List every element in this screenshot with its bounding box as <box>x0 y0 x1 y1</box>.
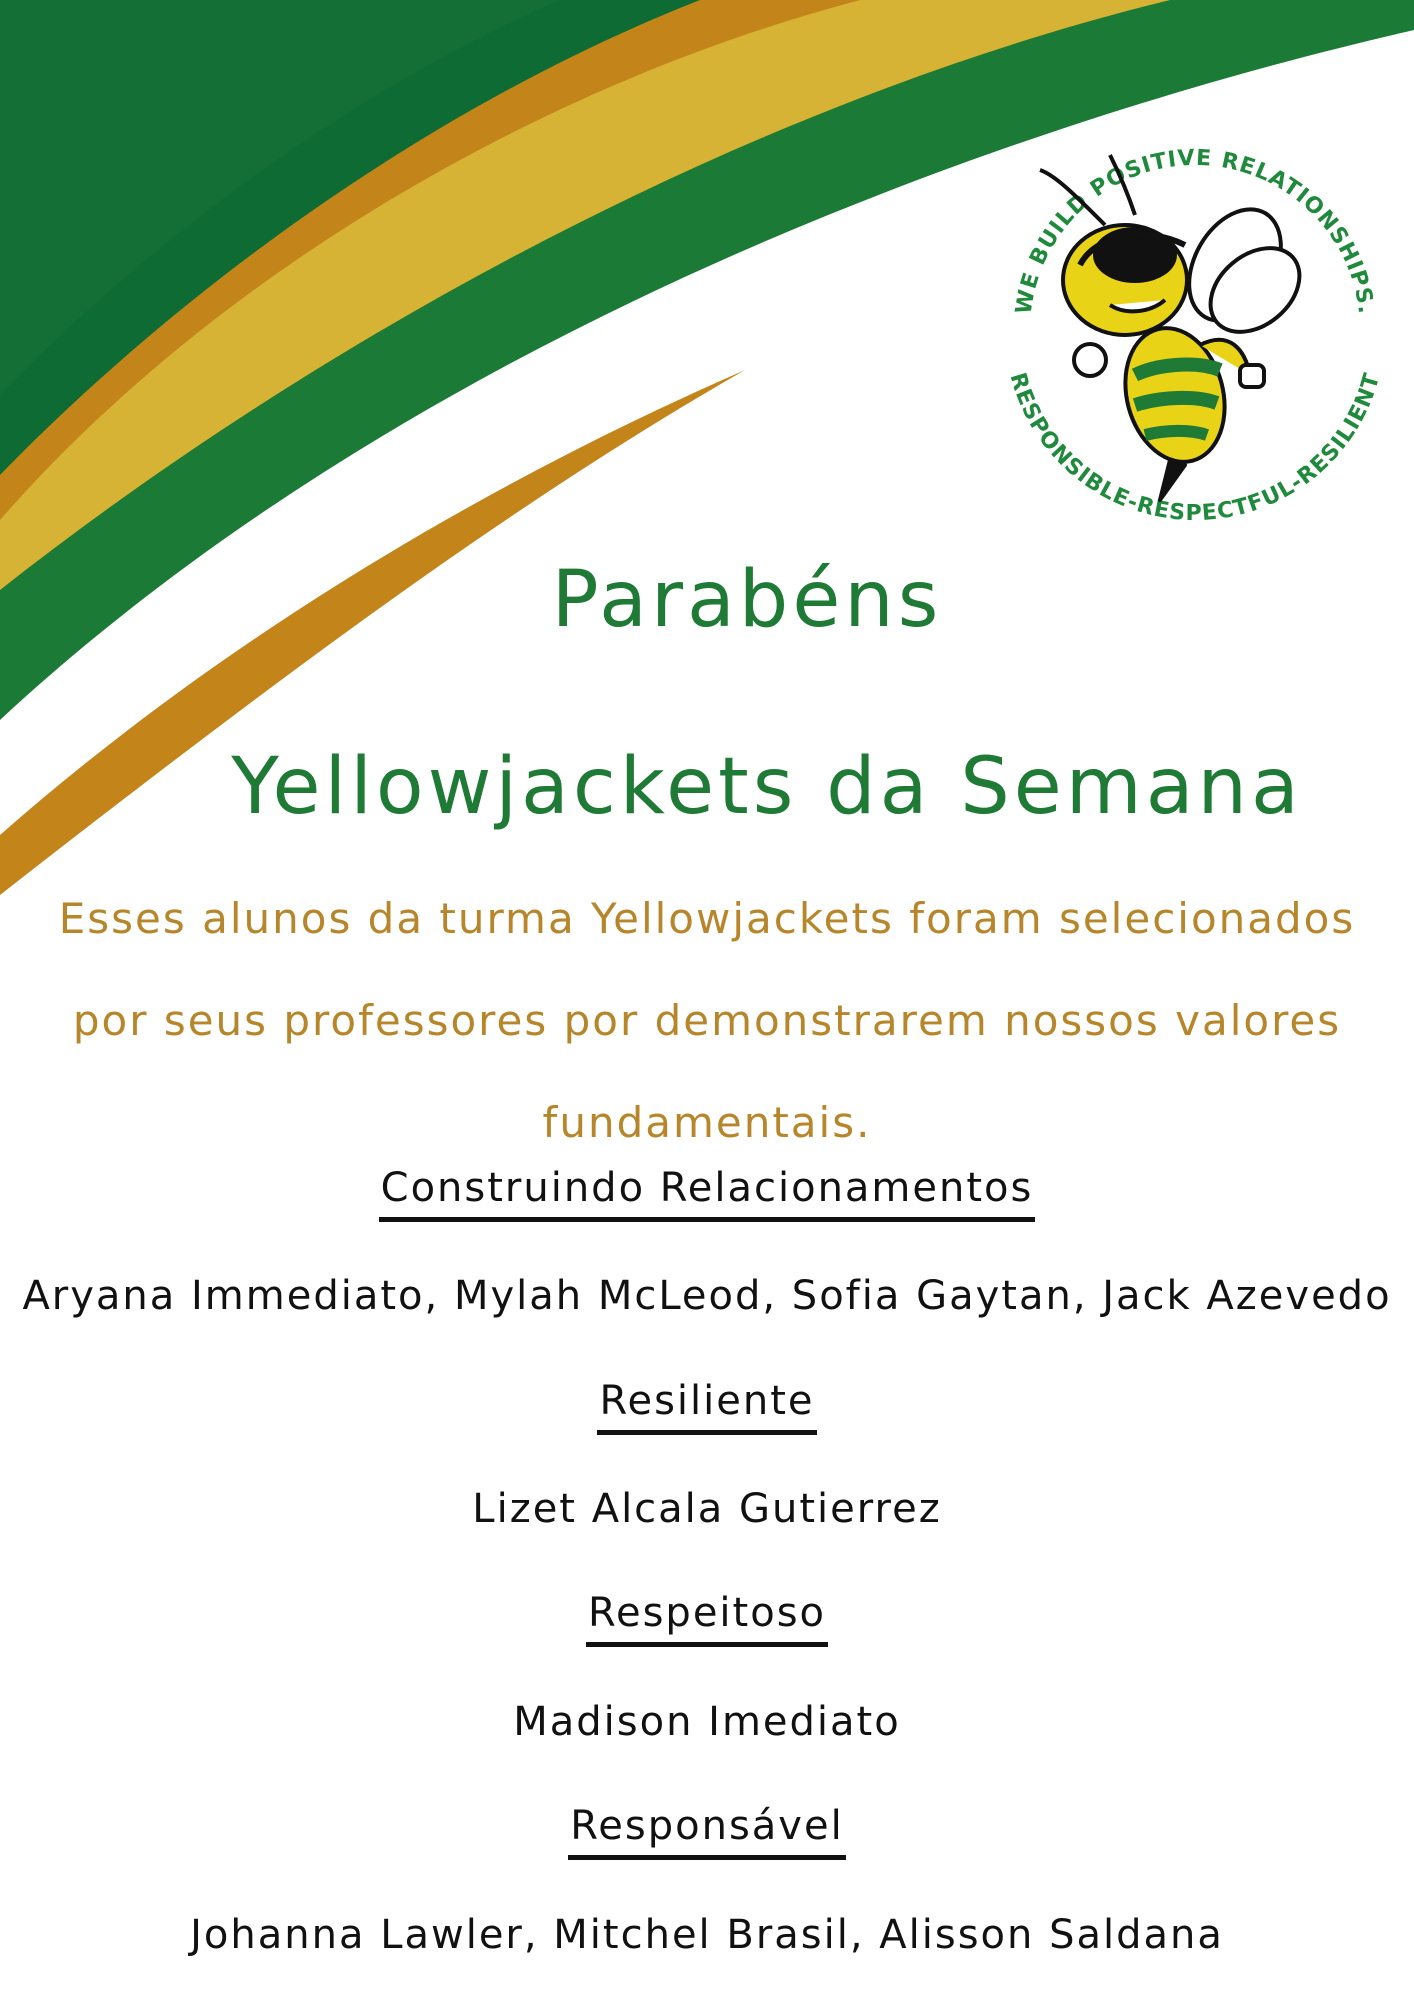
intro-text <box>40 868 1374 1174</box>
page-title: Parabéns <box>551 555 943 645</box>
seal-bottom-text: RESPONSIBLE-RESPECTFUL-RESILIENT <box>1004 369 1386 527</box>
intro-line-2: por seus professores por demonstrarem nossos valores <box>72 996 1342 1045</box>
section-building-relationships <box>0 1165 1414 1222</box>
section-resilient <box>0 1378 1414 1435</box>
intro-line-1: Esses alunos da turma Yellowjackets foram selecionados <box>58 894 1356 943</box>
section-heading: Respeitoso <box>586 1590 828 1647</box>
section-names: Aryana Immediato, Mylah McLeod, Sofia Gaytan, Jack Azevedo <box>22 1273 1392 1319</box>
section-respectful <box>0 1590 1414 1647</box>
section-heading: Responsável <box>568 1803 845 1860</box>
section-heading: Construindo Relacionamentos <box>379 1165 1036 1222</box>
section-names: Madison Imediato <box>513 1699 901 1745</box>
page-subtitle: Yellowjackets da Semana <box>231 742 1303 832</box>
section-responsible <box>0 1803 1414 1860</box>
section-heading: Resiliente <box>597 1378 816 1435</box>
section-names: Lizet Alcala Gutierrez <box>472 1486 942 1532</box>
intro-line-3: fundamentais. <box>542 1098 872 1147</box>
seal-top-text: WE BUILD POSITIVE RELATIONSHIPS. <box>1011 145 1379 316</box>
section-names: Johanna Lawler, Mitchel Brasil, Alisson Saldana <box>190 1912 1224 1958</box>
